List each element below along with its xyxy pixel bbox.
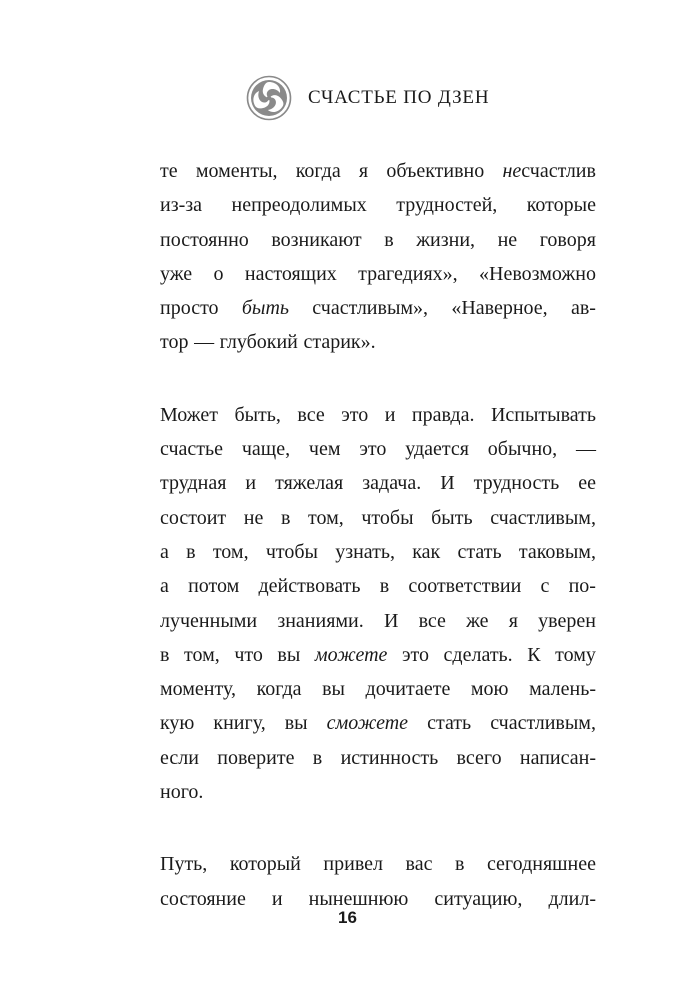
word: дочитаете: [365, 678, 451, 701]
word: том,: [308, 506, 344, 529]
word: счастье: [160, 438, 224, 461]
word: нынешнюю: [308, 887, 409, 910]
running-header-title: СЧАСТЬЕ ПО ДЗЕН: [308, 87, 490, 108]
word: соответствии: [408, 575, 522, 598]
text-line: [160, 154, 596, 188]
italic-word: можете: [314, 643, 388, 666]
word: несчастлив: [502, 160, 596, 182]
text-line: [160, 775, 596, 809]
word: и: [245, 472, 257, 495]
word: трудностей,: [396, 194, 498, 217]
word: в: [379, 575, 390, 598]
text-line: [160, 466, 596, 500]
word: ситуацию,: [434, 887, 523, 910]
word: истинность: [340, 746, 439, 769]
paragraph: [160, 847, 596, 916]
word: кую: [160, 712, 195, 735]
word: книгу,: [213, 712, 266, 735]
word: потом: [188, 575, 240, 598]
text-line: [160, 223, 596, 257]
word: том,: [184, 643, 220, 666]
word: который: [229, 853, 301, 876]
word: сделать.: [443, 643, 513, 666]
word: И: [440, 472, 455, 495]
word: малень-: [529, 678, 596, 701]
word: трудность: [473, 472, 560, 495]
word: стать: [457, 540, 502, 563]
word: ав-: [570, 297, 596, 320]
word: и: [271, 887, 283, 910]
word: длил-: [548, 887, 596, 910]
word: когда: [295, 160, 341, 182]
word: все: [418, 609, 446, 632]
word: вы: [322, 678, 345, 701]
text-line: [160, 501, 596, 535]
word: не: [497, 228, 518, 251]
word: объективно: [386, 160, 485, 182]
word: которые: [526, 194, 596, 217]
word: сегодняшнее: [486, 853, 596, 876]
word: в: [384, 228, 394, 251]
word: правда.: [411, 403, 475, 426]
word: ного.: [160, 781, 204, 804]
word: [327, 706, 408, 740]
word: я: [508, 609, 518, 632]
word: И: [383, 609, 399, 632]
word: тор: [160, 331, 189, 354]
body-text: [160, 154, 596, 954]
word: это: [359, 438, 387, 461]
word: о: [213, 262, 224, 285]
word: счастливым,: [490, 506, 596, 529]
text-line: [160, 569, 596, 603]
word: в: [186, 540, 196, 563]
word: действовать: [258, 575, 361, 598]
word: узнать,: [335, 540, 396, 563]
word: моменту,: [160, 678, 236, 701]
word: Путь,: [160, 853, 208, 876]
text-line: [160, 638, 596, 672]
word: [315, 638, 388, 672]
word: чем: [308, 438, 341, 461]
word: задача.: [362, 472, 422, 495]
italic-word: сможете: [326, 712, 409, 735]
word: чтобы: [361, 506, 414, 529]
word: же: [466, 609, 489, 632]
text-line: [160, 741, 596, 775]
word: стать: [427, 712, 472, 735]
word: в: [312, 746, 323, 769]
word: —: [575, 438, 596, 461]
text-line: [160, 847, 596, 881]
word: тяжелая: [275, 472, 344, 495]
text-line: [160, 604, 596, 638]
word: «Наверное,: [451, 297, 548, 320]
word: трагедиях»,: [358, 262, 458, 285]
italic-word: быть: [241, 297, 289, 320]
word: удается: [405, 438, 469, 461]
word: как: [412, 540, 441, 563]
word: и: [384, 403, 396, 426]
paragraph: [160, 154, 596, 360]
word: состоит: [160, 506, 227, 529]
word: в: [280, 506, 291, 529]
word: привел: [323, 853, 383, 876]
word: возникают: [271, 228, 362, 251]
word: —: [194, 331, 215, 354]
text-line: [160, 398, 596, 432]
word: вас: [405, 853, 433, 876]
word: вы: [284, 712, 308, 735]
word: жизни,: [416, 228, 476, 251]
word: я: [358, 160, 369, 182]
word: по-: [568, 575, 596, 598]
word: те: [160, 160, 178, 182]
word: из-за: [160, 194, 203, 217]
word: вы: [277, 643, 301, 666]
word: «Невозможно: [479, 262, 596, 285]
word: не: [243, 506, 264, 529]
word: ее: [578, 472, 596, 495]
word: уверен: [538, 609, 596, 632]
word: быть,: [234, 403, 281, 426]
word: а: [160, 575, 169, 598]
word: просто: [160, 297, 219, 320]
word: если: [160, 746, 199, 769]
word: все: [297, 403, 325, 426]
word: это: [401, 643, 429, 666]
italic-word: не: [502, 160, 522, 182]
word: непреодолимых: [231, 194, 367, 217]
word: состояние: [160, 887, 246, 910]
word: а: [160, 540, 169, 563]
word: что: [234, 643, 263, 666]
word: лученными: [160, 609, 258, 632]
word: в: [454, 853, 465, 876]
text-line: [160, 706, 596, 740]
word: всего: [456, 746, 502, 769]
text-line: [160, 432, 596, 466]
word: поверите: [217, 746, 295, 769]
word: настоящих: [244, 262, 337, 285]
word: написан-: [519, 746, 596, 769]
word: обычно,: [487, 438, 558, 461]
word: мою: [470, 678, 509, 701]
word: когда: [256, 678, 302, 701]
text-line: [160, 291, 596, 325]
paragraph: [160, 398, 596, 810]
text-line: [160, 188, 596, 222]
word: это: [341, 403, 369, 426]
word: в: [160, 643, 170, 666]
word: Испытывать: [490, 403, 596, 426]
running-header: [246, 74, 489, 122]
word: Может: [160, 403, 218, 426]
text-line: [160, 257, 596, 291]
word: чтобы: [265, 540, 318, 563]
word: знаниями.: [277, 609, 364, 632]
word: трудная: [160, 472, 227, 495]
word: постоянно: [160, 228, 249, 251]
tomoe-circle-icon: [246, 75, 292, 121]
word: [242, 291, 289, 325]
word: таковым,: [518, 540, 596, 563]
word: том,: [212, 540, 249, 563]
word: моменты,: [195, 160, 278, 182]
word: глубокий: [219, 331, 298, 354]
text-line: [160, 325, 596, 359]
word: уже: [160, 262, 193, 285]
word: чаще,: [241, 438, 291, 461]
word: старик».: [303, 331, 376, 354]
word: счастливым»,: [312, 297, 429, 320]
word: К: [527, 643, 541, 666]
word: счастливым,: [490, 712, 596, 735]
word: тому: [555, 643, 596, 666]
page-number: 16: [338, 908, 357, 927]
text-line: [160, 535, 596, 569]
word: говоря: [539, 228, 596, 251]
text-line: [160, 672, 596, 706]
word: быть: [431, 506, 473, 529]
word: с: [540, 575, 550, 598]
